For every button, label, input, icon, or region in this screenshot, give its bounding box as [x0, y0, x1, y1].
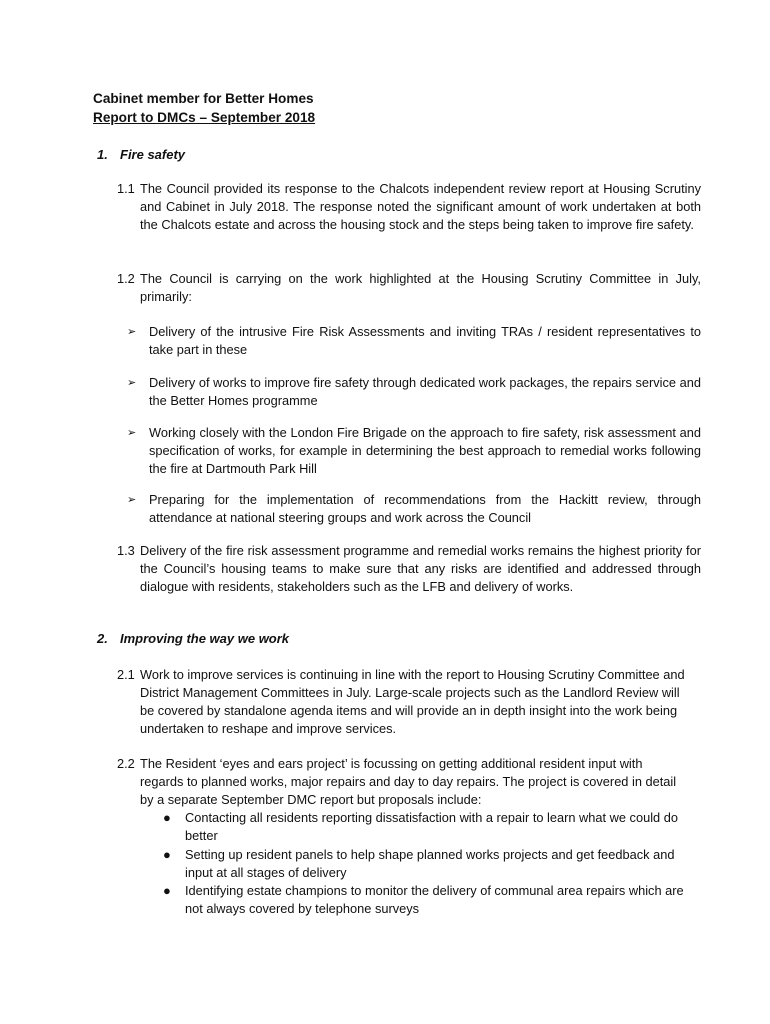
dot-bullet-icon: ●: [163, 883, 171, 898]
paragraph-number: 1.3: [117, 543, 135, 558]
paragraph-1-1: [117, 180, 701, 234]
dot-bullet-icon: ●: [163, 847, 171, 862]
paragraph-text: The Resident ‘eyes and ears project’ is focussing on getting additional resident input with regards to planned works, major repairs and day to day repairs. The project is covered in detail by a separate September DMC report but proposals include:: [140, 756, 677, 807]
list-item: [163, 846, 693, 882]
arrow-bullet-icon: ➢: [127, 326, 137, 338]
dot-bullet-icon: ●: [163, 810, 171, 825]
paragraph-number: 1.1: [117, 181, 135, 196]
list-item: [127, 424, 701, 478]
paragraph-text: The Council is carrying on the work highlighted at the Housing Scrutiny Committee in July, primarily:: [140, 271, 701, 304]
paragraph-text: The Council provided its response to the Chalcots independent review report at Housing Scrutiny and Cabinet in July 2018. The response noted the significant amount of work undertaken at both the Chalcots estate and across the housing stock and the steps being taken to improve fire safety.: [140, 181, 701, 232]
list-item: [127, 374, 701, 410]
section-heading-improving-the-way-we-work: [97, 630, 289, 648]
list-item: [163, 882, 693, 918]
list-item-text: Working closely with the London Fire Brigade on the approach to fire safety, risk assessment and specification of works, for example in determining the best approach to remedial works following the fire at Dartmouth Park Hill: [149, 425, 701, 476]
document-title: Cabinet member for Better Homes: [93, 91, 314, 106]
section-title: Improving the way we work: [120, 631, 290, 646]
list-item-text: Delivery of the intrusive Fire Risk Assessments and inviting TRAs / resident representatives to take part in these: [149, 324, 701, 357]
list-item-text: Delivery of works to improve fire safety through dedicated work packages, the repairs service and the Better Homes programme: [149, 375, 701, 408]
paragraph-number: 1.2: [117, 271, 135, 286]
list-item: [127, 323, 701, 359]
paragraph-2-2: [117, 755, 687, 809]
paragraph-text: Delivery of the fire risk assessment programme and remedial works remains the highest priority for the Council’s housing teams to make sure that any risks are identified and addressed through dialogue with residents, stakeholders such as the LFB and delivery of works.: [140, 543, 701, 594]
paragraph-2-1: [117, 666, 687, 738]
list-item-text: Preparing for the implementation of recommendations from the Hackitt review, through attendance at national steering groups and work across the Council: [149, 492, 701, 525]
section-number: 1.: [97, 147, 108, 162]
arrow-bullet-icon: ➢: [127, 494, 137, 506]
paragraph-number: 2.2: [117, 756, 135, 771]
arrow-bullet-icon: ➢: [127, 427, 137, 439]
paragraph-text: Work to improve services is continuing in line with the report to Housing Scrutiny Committee and District Management Committees in July. Large-scale projects such as the Landlord Review will be covered by standalone agenda items and will provide an in depth insight into the work being undertaken to reshape and improve services.: [140, 667, 685, 736]
list-item-text: Identifying estate champions to monitor the delivery of communal area repairs which are not always covered by telephone surveys: [185, 883, 684, 916]
section-number: 2.: [97, 631, 108, 646]
list-item: [127, 491, 701, 527]
section-title: Fire safety: [120, 147, 186, 162]
list-item: [163, 809, 693, 845]
paragraph-1-2: [117, 270, 701, 306]
section-heading-fire-safety: [97, 146, 185, 164]
list-item-text: Setting up resident panels to help shape planned works projects and get feedback and input at all stages of delivery: [185, 847, 675, 880]
paragraph-number: 2.1: [117, 667, 135, 682]
arrow-bullet-icon: ➢: [127, 377, 137, 389]
paragraph-1-3: [117, 542, 701, 596]
list-item-text: Contacting all residents reporting dissatisfaction with a repair to learn what we could do better: [185, 810, 678, 843]
document-subtitle: Report to DMCs – September 2018: [93, 110, 316, 125]
